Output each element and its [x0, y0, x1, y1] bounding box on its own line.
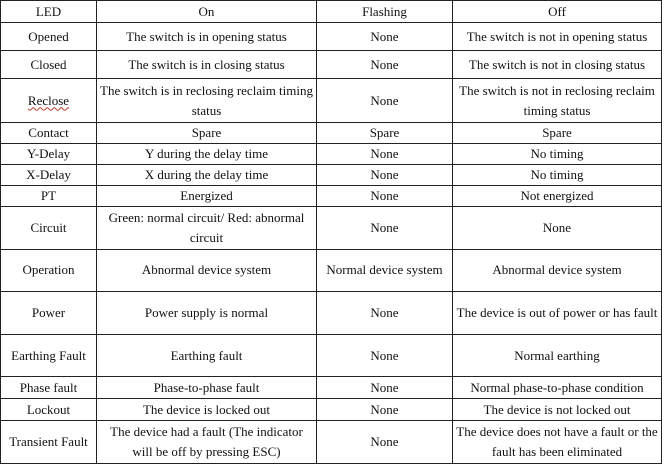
off-cell: Normal phase-to-phase condition: [453, 377, 662, 399]
on-cell: Energized: [97, 186, 317, 207]
led-cell: Phase fault: [1, 377, 97, 399]
led-cell: Y-Delay: [1, 143, 97, 164]
header-on: On: [97, 1, 317, 23]
flashing-cell: None: [317, 143, 453, 164]
header-led: LED: [1, 1, 97, 23]
on-cell: Power supply is normal: [97, 291, 317, 334]
off-cell: The device does not have a fault or the fault has been eliminated: [453, 420, 662, 463]
flashing-cell: None: [317, 335, 453, 377]
off-cell: The device is not locked out: [453, 399, 662, 420]
flashing-cell: None: [317, 377, 453, 399]
flashing-cell: None: [317, 164, 453, 185]
header-flashing: Flashing: [317, 1, 453, 23]
led-cell: Closed: [1, 51, 97, 79]
table-row: [1, 291, 662, 334]
table-row: [1, 207, 662, 249]
table-row: [1, 186, 662, 207]
off-cell: The switch is not in opening status: [453, 23, 662, 51]
flashing-cell: None: [317, 420, 453, 463]
led-cell: Opened: [1, 23, 97, 51]
on-cell: The device had a fault (The indicator will be off by pressing ESC): [97, 420, 317, 463]
led-cell: Power: [1, 291, 97, 334]
on-cell: Spare: [97, 122, 317, 143]
table-row: [1, 51, 662, 79]
table-row: [1, 79, 662, 122]
led-cell: Circuit: [1, 207, 97, 249]
off-cell: No timing: [453, 143, 662, 164]
led-cell: Earthing Fault: [1, 335, 97, 377]
off-cell: Spare: [453, 122, 662, 143]
flashing-cell: None: [317, 291, 453, 334]
flashing-cell: Spare: [317, 122, 453, 143]
on-cell: Earthing fault: [97, 335, 317, 377]
table-row: [1, 23, 662, 51]
table-row: [1, 377, 662, 399]
on-cell: The switch is in reclosing reclaim timing status: [97, 79, 317, 122]
off-cell: No timing: [453, 164, 662, 185]
table-row: [1, 164, 662, 185]
table-row: [1, 249, 662, 291]
flashing-cell: None: [317, 186, 453, 207]
off-cell: None: [453, 207, 662, 249]
flashing-cell: None: [317, 399, 453, 420]
on-cell: Phase-to-phase fault: [97, 377, 317, 399]
flashing-cell: None: [317, 79, 453, 122]
table-row: [1, 122, 662, 143]
on-cell: The switch is in closing status: [97, 51, 317, 79]
led-cell: Operation: [1, 249, 97, 291]
led-cell: Lockout: [1, 399, 97, 420]
on-cell: X during the delay time: [97, 164, 317, 185]
on-cell: Green: normal circuit/ Red: abnormal circuit: [97, 207, 317, 249]
table-header-row: [1, 1, 662, 23]
on-cell: Y during the delay time: [97, 143, 317, 164]
off-cell: The device is out of power or has fault: [453, 291, 662, 334]
led-cell: Contact: [1, 122, 97, 143]
led-cell: Transient Fault: [1, 420, 97, 463]
off-cell: Abnormal device system: [453, 249, 662, 291]
flashing-cell: None: [317, 23, 453, 51]
on-cell: The device is locked out: [97, 399, 317, 420]
header-off: Off: [453, 1, 662, 23]
table-row: [1, 143, 662, 164]
table-row: [1, 335, 662, 377]
led-cell: PT: [1, 186, 97, 207]
flashing-cell: Normal device system: [317, 249, 453, 291]
flashing-cell: None: [317, 51, 453, 79]
off-cell: The switch is not in closing status: [453, 51, 662, 79]
flashing-cell: None: [317, 207, 453, 249]
led-cell: Reclose: [1, 79, 97, 122]
table-row: [1, 420, 662, 463]
off-cell: The switch is not in reclosing reclaim timing status: [453, 79, 662, 122]
off-cell: Not energized: [453, 186, 662, 207]
on-cell: The switch is in opening status: [97, 23, 317, 51]
on-cell: Abnormal device system: [97, 249, 317, 291]
table-row: [1, 399, 662, 420]
off-cell: Normal earthing: [453, 335, 662, 377]
led-cell: X-Delay: [1, 164, 97, 185]
